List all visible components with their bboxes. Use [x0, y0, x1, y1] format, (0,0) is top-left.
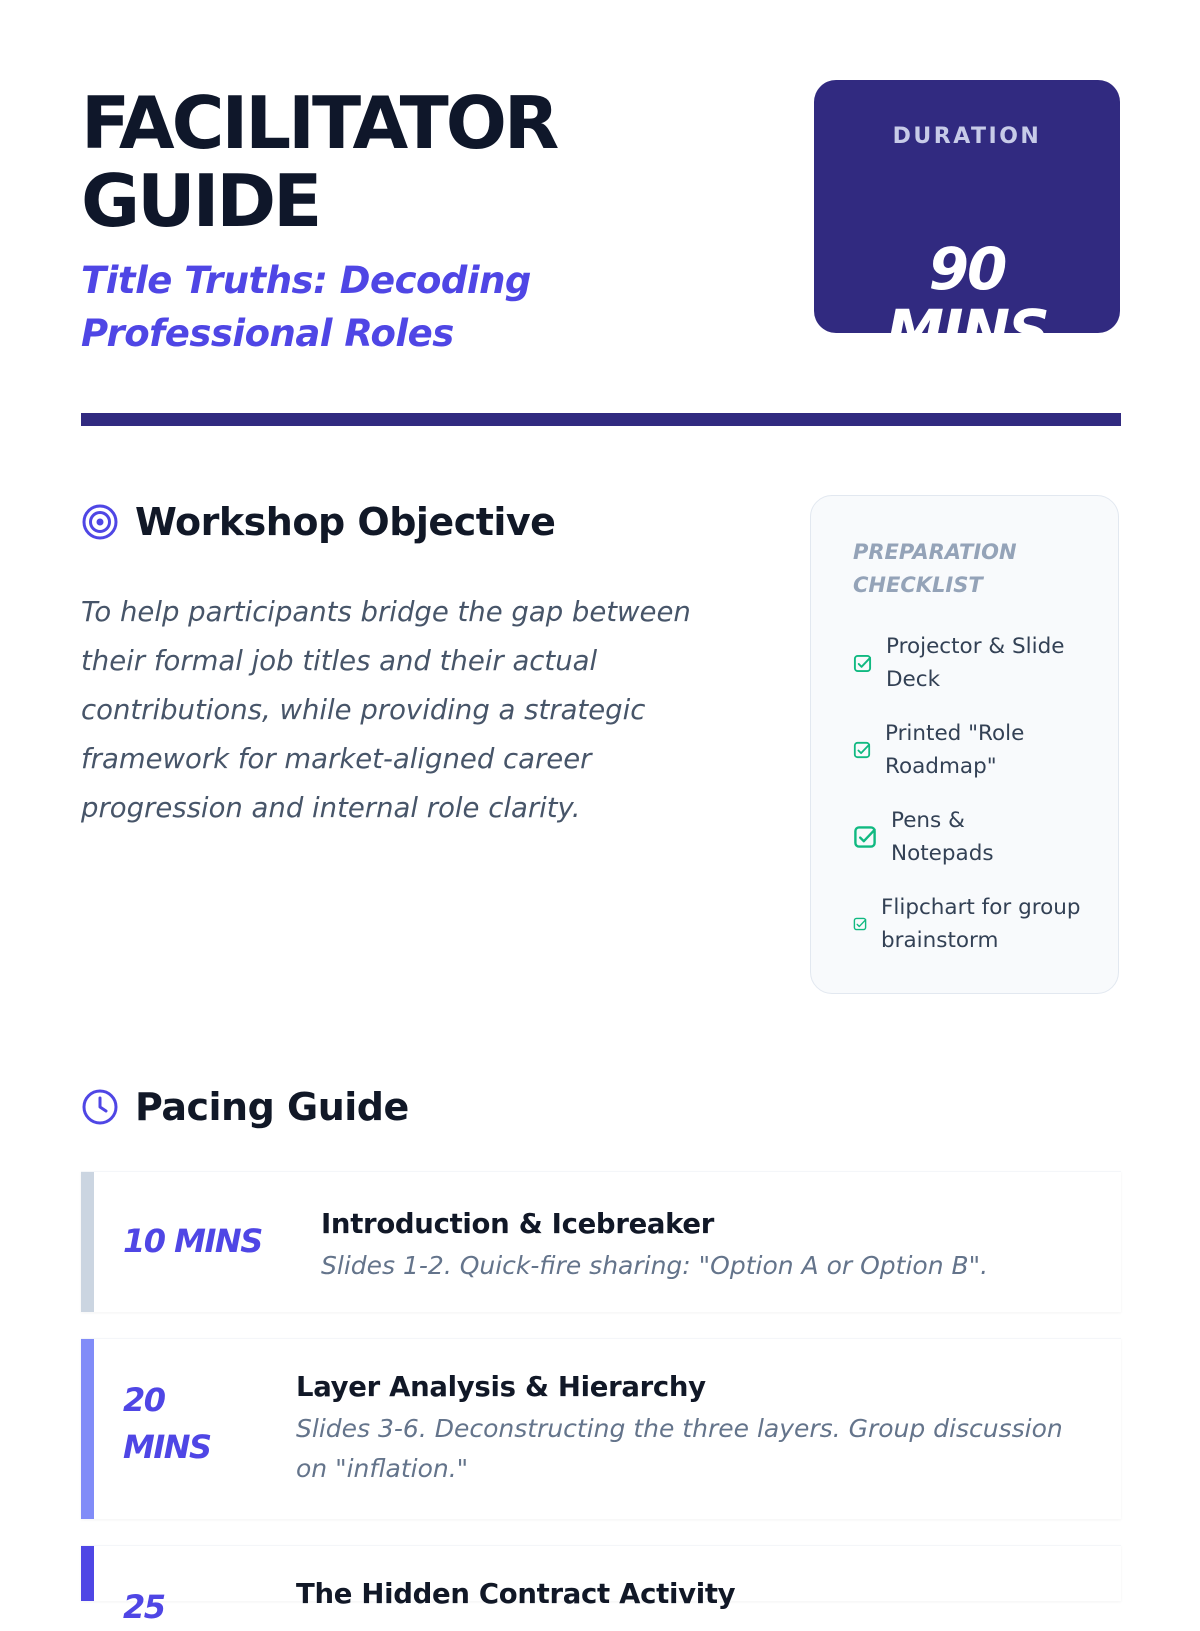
checklist-item-label: Projector & Slide Deck: [886, 634, 1065, 692]
pacing-row-time: 10 MINS: [123, 1222, 262, 1260]
preparation-checklist: [810, 495, 1119, 994]
checklist-item: [853, 804, 1021, 870]
check-square-icon: [853, 917, 867, 931]
pacing-heading: [81, 1082, 409, 1132]
pacing-heading-text: Pacing Guide: [135, 1085, 409, 1129]
checklist-item-label: Flipchart for group brainstorm: [881, 895, 1081, 953]
duration-box: [814, 80, 1120, 365]
checklist-title: PREPARATION CHECKLIST: [853, 540, 1017, 597]
pacing-row: [81, 1338, 1121, 1519]
pacing-row-time-number: 20: [123, 1381, 165, 1419]
duration-value-number: 90: [928, 235, 1006, 303]
pacing-row-bar: [81, 1172, 94, 1312]
objective-text: To help participants bridge the gap between their formal job titles and their actual contributions, while providing a strategic framework for market-aligned career progression and internal role clarity.: [81, 596, 691, 824]
clock-icon: [81, 1088, 119, 1126]
pacing-row-bar: [81, 1546, 94, 1601]
pacing-row-title: The Hidden Contract Activity: [296, 1578, 736, 1610]
check-square-icon: [853, 825, 877, 849]
duration-value-unit: MINS: [886, 297, 1048, 365]
pacing-row-title: Introduction & Icebreaker: [321, 1208, 715, 1240]
target-icon: [81, 503, 119, 541]
objective-heading: [81, 497, 555, 547]
duration-label: DURATION: [892, 124, 1042, 149]
pacing-row: [81, 1545, 1121, 1626]
pacing-row-bar: [81, 1339, 94, 1519]
pacing-row-title: Layer Analysis & Hierarchy: [296, 1371, 706, 1403]
pacing-row-description: Slides 3-6. Deconstructing the three layers. Group discussion on "inflation.": [296, 1414, 1063, 1483]
pacing-row-description: Slides 1-2. Quick-fire sharing: "Option A or Option B".: [321, 1251, 989, 1280]
facilitator-guide-page: [81, 0, 1121, 1626]
check-square-icon: [853, 654, 872, 673]
checklist-item: [853, 717, 1075, 783]
checklist-item-label: Pens & Notepads: [891, 808, 994, 866]
pacing-row: [81, 1171, 1121, 1312]
page-subtitle: Title Truths: Decoding Professional Roles: [81, 259, 531, 355]
header-divider: [81, 413, 1121, 426]
objective-heading-text: Workshop Objective: [135, 500, 556, 544]
check-square-icon: [853, 741, 871, 759]
checklist-item: [853, 891, 1091, 957]
pacing-row-time: [123, 1377, 211, 1471]
checklist-item-label: Printed "Role Roadmap": [885, 721, 1025, 779]
checklist-item: [853, 630, 1086, 696]
pacing-row-time-unit: MINS: [123, 1428, 211, 1466]
pacing-row-time: 25: [123, 1588, 165, 1626]
page-title: FACILITATOR GUIDE: [81, 81, 557, 243]
